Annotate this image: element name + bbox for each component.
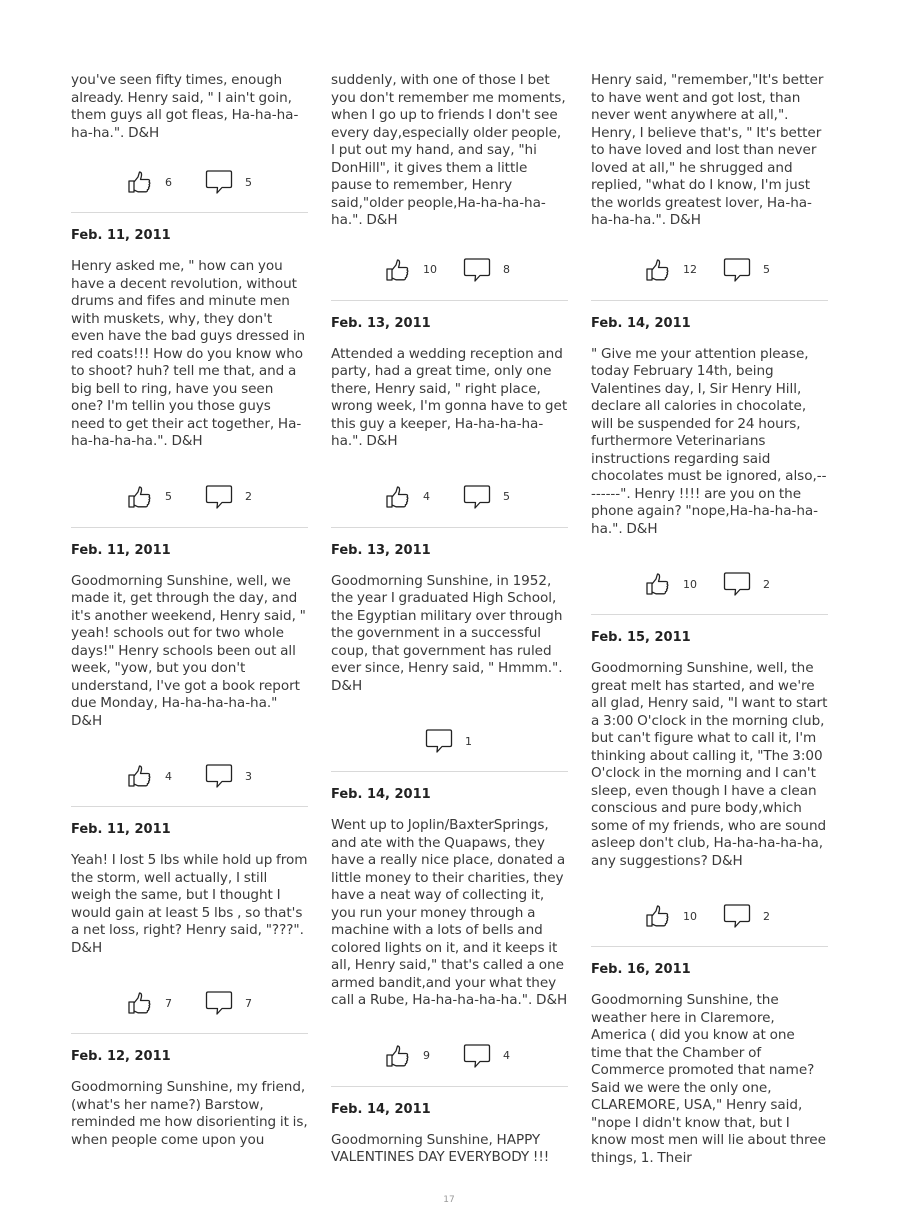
post-stats	[331, 484, 568, 510]
thumbs-up-icon	[127, 170, 153, 194]
comment-button[interactable]	[723, 257, 770, 283]
thumbs-up-icon	[127, 764, 153, 788]
post-divider	[331, 771, 568, 772]
post-divider	[71, 806, 308, 807]
post-stats	[71, 169, 308, 195]
comment-count: 4	[503, 1049, 510, 1062]
like-count: 4	[423, 490, 430, 503]
thumbs-up-icon	[385, 1044, 411, 1068]
comment-count: 7	[245, 996, 252, 1010]
thumbs-up-icon	[385, 258, 411, 282]
post-text: Goodmorning Sunshine, in 1952, the year I graduated High School, the Egyptian military over through the government in a successful coup, that government has ruled ever since, Henry said, " Hmmm.". D&H	[331, 572, 563, 694]
comment-icon	[723, 571, 751, 597]
post-stats	[591, 903, 828, 929]
post-stats	[331, 728, 568, 754]
like-count: 12	[683, 263, 697, 276]
post-text: " Give me your attention please, today February 14th, being Valentines day, I, Sir Henry Hill, declare all calories in chocolate, will be suspended for 24 hours, furthermore Veterinarians instructions regarding said chocolates must be ignored, also,--------". Henry !!!! are you on the phone again? "nope,Ha-ha-ha-ha-ha.". D&H	[591, 345, 827, 537]
comment-count: 5	[503, 490, 510, 503]
post-divider	[331, 1086, 568, 1087]
post-divider	[71, 1033, 308, 1034]
like-button[interactable]	[127, 763, 172, 789]
like-button[interactable]	[127, 484, 172, 510]
like-button[interactable]	[385, 484, 430, 510]
comment-count: 5	[245, 175, 252, 189]
comment-button[interactable]	[205, 484, 252, 510]
post-text: Attended a wedding reception and party, had a great time, only one there, Henry said, " right place, wrong week, I'm gonna have to get this guy a keeper, Ha-ha-ha-ha-ha.". D&H	[331, 345, 568, 449]
thumbs-up-icon	[645, 258, 671, 282]
comment-button[interactable]	[425, 728, 472, 754]
comment-icon	[205, 169, 233, 195]
post-text: Henry asked me, " how can you have a decent revolution, without drums and fifes and minute men with muskets, why, they don't even have the bad guys dressed in red coats!!! How do you know who to shoot? huh? tell me that, and a big bell to ring, have you seen one? I'm tellin you those guys need to get their act together, Ha-ha-ha-ha-ha.". D&H	[71, 258, 306, 449]
post-date: Feb. 14, 2011	[591, 315, 691, 331]
post-date: Feb. 14, 2011	[331, 1101, 431, 1117]
comment-button[interactable]	[205, 763, 252, 789]
like-button[interactable]	[645, 571, 697, 597]
comment-count: 3	[245, 769, 252, 783]
post-text: Goodmorning Sunshine, HAPPY VALENTINES DAY EVERYBODY !!!	[331, 1131, 550, 1165]
post-text: suddenly, with one of those I bet you don't remember me moments, when I go up to friends I don't see every day,especially older people, I put out my hand, and say, "hi DonHill", it gives them a little pause to remember, Henry said,"older people,Ha-ha-ha-ha-ha.". D&H	[331, 72, 566, 228]
post-date: Feb. 12, 2011	[71, 1049, 171, 1064]
post-stats	[591, 257, 828, 283]
post-divider	[71, 527, 308, 528]
comment-icon	[205, 990, 233, 1016]
like-count: 5	[165, 490, 172, 503]
post-divider	[591, 300, 828, 301]
post-stats	[71, 484, 308, 510]
post-date: Feb. 15, 2011	[591, 630, 691, 645]
comment-icon	[205, 763, 233, 789]
like-count: 10	[423, 263, 437, 276]
comment-count: 2	[763, 577, 770, 591]
post-text: Goodmorning Sunshine, the weather here in Claremore, America ( did you know at one time that the Chamber of Commerce promoted that name? Said we were the only one, CLAREMORE, USA," Henry said, "nope I didn't know that, but I know most men will lie about three things, 1. Their	[591, 992, 826, 1166]
post-stats	[331, 257, 568, 283]
comment-count: 8	[503, 263, 510, 276]
post-text: Went up to Joplin/BaxterSprings, and ate with the Quapaws, they have a really nice place, donated a little money to their charities, they have a neat way of collecting it, you run your money through a machine with a lots of bells and colored lights on it, and it keeps it all, Henry said," that's called a one armed bandit,and your what they call a Rube, Ha-ha-ha-ha-ha.". D&H	[331, 817, 568, 1008]
page-number: 17	[443, 1195, 455, 1205]
column-2	[331, 72, 568, 1167]
comment-count: 2	[245, 490, 252, 503]
post-text: Yeah! I lost 5 lbs while hold up from the storm, well actually, I still weigh the same, but I thought I would gain at least 5 lbs , so that's a net loss, right? Henry said, "???". D&H	[71, 852, 308, 956]
post-divider	[331, 527, 568, 528]
column-3	[591, 72, 828, 1167]
comment-count: 2	[763, 909, 770, 923]
like-count: 10	[683, 909, 697, 923]
like-count: 10	[683, 577, 697, 591]
post-text: Goodmorning Sunshine, well, we made it, get through the day, and it's another weekend, Henry said, " yeah! schools out for two whole days!" Henry schools been out all week, "yow, but you don't understand, I've got a book report due Monday, Ha-ha-ha-ha-ha." D&H	[71, 572, 306, 729]
like-button[interactable]	[385, 257, 437, 283]
post-date: Feb. 11, 2011	[71, 228, 171, 243]
post-date: Feb. 11, 2011	[71, 822, 171, 837]
post-stats	[71, 990, 308, 1016]
comment-icon	[425, 728, 453, 754]
post-date: Feb. 11, 2011	[71, 542, 171, 558]
like-button[interactable]	[645, 903, 697, 929]
post-date: Feb. 14, 2011	[331, 787, 431, 802]
post-text: Goodmorning Sunshine, well, the great melt has started, and we're all glad, Henry said, "I want to start a 3:00 O'clock in the morning club, but can't figure what to call it, I'm thinking about calling it, "The 3:00 O'clock in the morning and I can't sleep, even though I have a clean conscious and pure body,which some of my friends, who are sound asleep don't club, Ha-ha-ha-ha-ha, any suggestions? D&H	[591, 660, 828, 869]
like-count: 7	[165, 996, 172, 1010]
post-date: Feb. 13, 2011	[331, 315, 431, 331]
comment-button[interactable]	[723, 571, 770, 597]
like-button[interactable]	[385, 1043, 430, 1069]
post-text: Henry said, "remember,"It's better to have went and got lost, than never went anywhere at all,". Henry, I believe that's, " It's better to have loved and lost than never loved at all," he shrugged and replied, "what do I know, I'm just the worlds greatest lover, Ha-ha-ha-ha-ha.". D&H	[591, 72, 824, 228]
like-count: 6	[165, 175, 172, 189]
thumbs-up-icon	[127, 991, 153, 1015]
like-count: 9	[423, 1049, 430, 1062]
comment-count: 1	[465, 734, 472, 748]
thumbs-up-icon	[385, 485, 411, 509]
comment-icon	[463, 1043, 491, 1069]
comment-icon	[723, 257, 751, 283]
thumbs-up-icon	[645, 572, 671, 596]
post-stats	[331, 1043, 568, 1069]
post-divider	[591, 946, 828, 947]
comment-button[interactable]	[463, 1043, 510, 1069]
post-text: Goodmorning Sunshine, my friend,(what's her name?) Barstow, reminded me how disorienting it is, when people come upon you	[71, 1079, 308, 1148]
comment-button[interactable]	[463, 484, 510, 510]
comment-button[interactable]	[205, 990, 252, 1016]
post-stats	[71, 763, 308, 789]
comment-icon	[463, 484, 491, 510]
like-button[interactable]	[127, 169, 172, 195]
comment-button[interactable]	[463, 257, 510, 283]
like-button[interactable]	[127, 990, 172, 1016]
comment-icon	[723, 903, 751, 929]
like-count: 4	[165, 769, 172, 783]
post-text: you've seen fifty times, enough already. Henry said, " I ain't goin, them guys all got fleas, Ha-ha-ha-ha-ha.". D&H	[71, 72, 299, 141]
post-date: Feb. 13, 2011	[331, 542, 431, 558]
post-divider	[331, 300, 568, 301]
thumbs-up-icon	[645, 904, 671, 928]
post-stats	[591, 571, 828, 597]
comment-icon	[205, 484, 233, 510]
comment-button[interactable]	[723, 903, 770, 929]
post-divider	[71, 212, 308, 213]
thumbs-up-icon	[127, 485, 153, 509]
comment-icon	[463, 257, 491, 283]
comment-count: 5	[763, 263, 770, 276]
comment-button[interactable]	[205, 169, 252, 195]
column-1	[71, 72, 308, 1149]
post-divider	[591, 614, 828, 615]
post-date: Feb. 16, 2011	[591, 962, 691, 977]
like-button[interactable]	[645, 257, 697, 283]
